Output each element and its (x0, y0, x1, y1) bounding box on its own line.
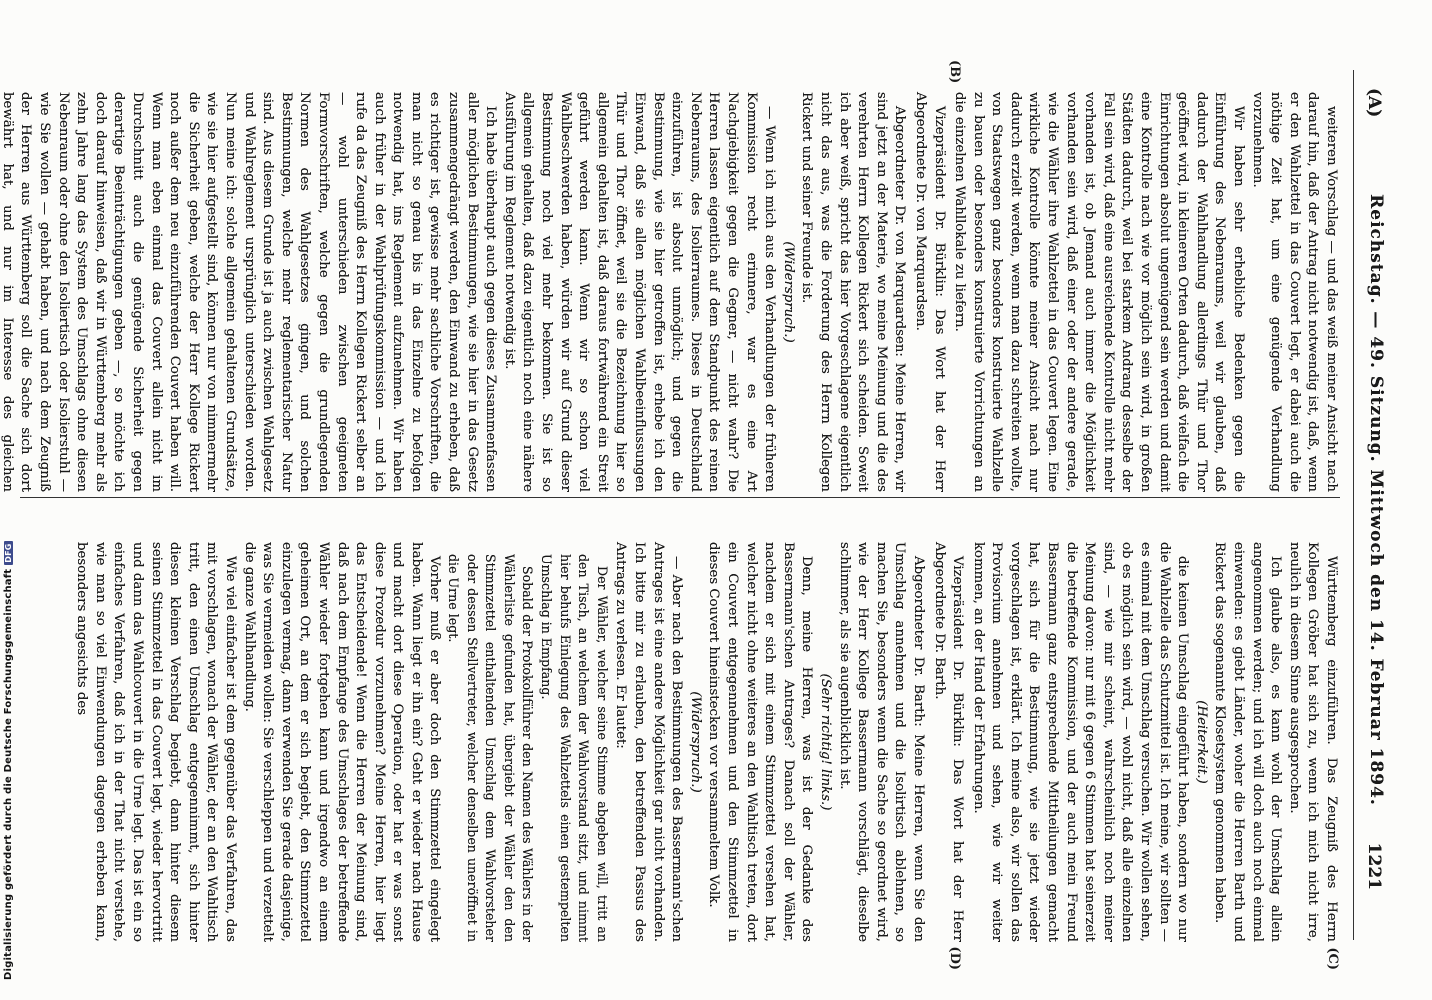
paragraph-center: (Widerspruch.) (780, 241, 796, 343)
paragraph-p: Wir haben sehr erhebliche Bedenken gegen die Einführung des Nebenraums, weil wir glauben, daß dadurch der Wahlhandlung allerdings Thür und Thor geöffnet wird, in kleineren Orten dadurch, daß vielfach die Einrichtungen absolut ungenügend sein werden und damit eine Kontrolle nach wie vor möglich sein wird, in großen Städten dadurch, weil bei starkem Andrang desselbe der Fall sein wird, daß eine ausreichende Kontrolle nicht mehr vorhanden ist, ob Jemand auch immer die Möglichkeit vorhanden sein wird, daß einer oder der andere gerade, wie die Wähler ihre Wahlzettel in das Couvert legen. Eine wirkliche Kontrolle könnte meiner Ansicht nach nur dadurch erzielt werden, wenn man dazu schreiten wollte, von Staatswegen ganz besonders konstruierte Wahlzelle zu bauen oder besonders konstruierte Vorrichtungen an die einzelnen Wahllokale zu liefern. (952, 92, 1247, 492)
margin-marker-b: (B) (947, 60, 962, 84)
page-number: 1221 (1364, 842, 1384, 890)
dfg-logo: DFG (4, 543, 13, 563)
paragraph-p: weiteren Vorschlag — und das weiß meiner Ansicht nach darauf hin, daß der Antrag nicht notwendig ist, daß, wenn er den Wahlzettel in das Couvert legt, er dabei auch die nöthige Zeit hat, um eine genügende Verhandlung vorzunehmen. (1249, 92, 1339, 492)
header-marker-left: (A) (1364, 88, 1384, 118)
paragraph-speaker: Vizepräsident Dr. Bürklin: Das Wort hat der Herr Abgeordnete Dr. von Marquardsen. (912, 92, 947, 492)
footer-text: Digitalisierung gefördert durch die Deutsche Forschungsgemeinschaft (3, 568, 14, 980)
paragraph-center: (Heiterkeit.) (1193, 700, 1209, 784)
paragraph-center: (Sehr richtig! links.) (817, 673, 833, 811)
paragraph-quote: Sobald der Protokollführer den Namen des Wählers in der Wählerliste gefunden hat, übergiebt der Wähler den den Stimmzettel enthaltenden Umschlag dem Wahlvorsteher oder dessen Stellvertreter, welcher denselben uneröffnet in die Urne legt. (446, 554, 536, 942)
paragraph-p: — Wenn ich mich aus den Verhandlungen der früheren Kommission recht erinnere, war es eine Art Nachgiebigkeit gegen die Gegner, — nicht wahr? Die Herren lassen eigentlich auf dem Standpunkt des reinen Nebenraums, des Isolierraumes. Dieses in Deutschland einzuführen, ist absolut unmöglich; und gegen die Bestimmung, wie sie hier getroffen ist, erhebe ich den Einwand, daß sie allen möglichen Wahlbeeinflussungen Thür und Thor öffnet, weil sie die Bezeichnung hier so allgemein gehalten ist, daß daraus fortwährend ein Streit geführt werden kann. Wenn wir so schon viel Wahlbeschwerden haben, würden wir auf Grund dieser Bestimmung noch viel mehr bekommen. Sie ist so allgemein gehalten, daß dazu eigentlich noch eine nähere Ausführung im Reglement notwendig ist. (501, 92, 778, 492)
paragraph-center: (Widerspruch.) (687, 691, 703, 793)
paragraph-p: — Aber nach den Bestimmungen des Bassermann'schen Antrages ist eine andere Möglichkeit gar nicht vorhanden. Ich bitte mir zu erlauben, den betreffenden Passus des Antrags zu verlesen. Er lautet: (613, 542, 685, 942)
paragraph-speaker: Abgeordneter Dr. Barth: Meine Herren, wenn Sie den Umschlag annehmen und die Isolirtisch ablehnen, so machen Sie, besonders wenn die Sache so geordnet wird, wie der Herr Kollege Bassermann vorschlägt, dieselbe schlimmer, als sie augenblicklich ist. (836, 542, 926, 942)
paragraph-speaker: Abgeordneter Dr. von Marquardsen: Meine Herren, wir sind jetzt an der Materie, wo meine Meinung und die des verehrten Herrn Kollegen Rickert sich scheiden. Soweit ich aber weiß, spricht das hier Vorgeschlagene eigentlich nicht das aus, was die Forderung des Herrn Kollegen Rickert und seiner Freunde ist. (799, 92, 908, 492)
header-rule (1353, 70, 1354, 940)
paragraph-p: Vorher muß er aber doch den Stimmzettel eingelegt haben. Wann liegt er ihn ein? Geht er wieder nach Hause und macht dort diese Operation, oder hat er was sonst diese Prozedur vorzunehmen? Meine Herren, hier liegt das Entscheidende! Wenn die Herren der Meinung sind, daß nach dem Empfange des Umschlages der betreffende Wähler wieder fortgehen kann und irgendwo an einem geheimen Ort, an dem er sich begiebt, den Stimmzettel einzulegen vermag, dann verwenden Sie gerade dasjenige, was Sie vermeiden wollen: Sie verschleppen und verzettelt die ganze Wahlhandlung. (241, 542, 443, 942)
margin-marker-d: (D) (947, 946, 962, 970)
paragraph-quote: Der Wähler, welcher seine Stimme abgeben will, tritt an den Tisch, an welchem der Wahlvorstand sitzt, und nimmt hier behufs Einlegung des Wahlzettels einen gestempelten Umschlag in Empfang. (539, 554, 610, 942)
paragraph-speaker: Vizepräsident Dr. Bürklin: Das Wort hat der Herr Abgeordnete Dr. Barth. (931, 542, 966, 942)
column-divider (20, 497, 1340, 498)
page-header (1356, 0, 1390, 1000)
paragraph-p: Denn, meine Herren, was ist der Gedanke des Bassermann'schen Antrages? Danach soll der Wähler, nachdem er sich mit einem Stimmzettel versehen hat, welcher nicht ohne weiteres an den Wahltisch treten, dort ein Couvert entgegennehmen und den Stimmzettel in dieses Couvert hineinstecken vor versammeltem Volk. (706, 542, 815, 942)
paragraph-p: die keinen Umschlag eingeführt haben, sondern wo nur die Wahlzelle das Schutzmittel ist. Ich meine, wir sollten — es einmal mit dem Umschlag versuchen. Wir wollen sehen, ob es möglich sein wird, — wohl nicht, daß alle einzelnen sind, — wie mir scheint, wahrscheinlich noch meiner Meinung davon: nur mit 6 gegen 6 Stimmen hat seinerzeit die betreffende Kommission, und der auch mein Freund Bassermann ganz entsprechende Mittheilungen gemacht hat, sich für die Bestimmung, wie sie jetzt wieder vorgeschlagen ist, erklärt. Ich meine also, wir sollen das Provisorium annehmen und sehen, wie wir weiter kommen, an der Hand der Erfahrungen. (970, 542, 1191, 942)
margin-marker-c: (C) (1325, 947, 1340, 970)
footer-credit (3, 541, 14, 980)
right-column (72, 542, 1340, 942)
paragraph-p: Ich glaube also, es kann wohl der Umschlag allein angenommen werden; und ich will doch auch noch einmal einwenden: es giebt Länder, woher die Herren Barth und Rickert das sogenannte Klosetsystem genommen haben. (1212, 542, 1284, 942)
left-column (0, 92, 1340, 492)
paragraph-p: Württemberg einzuführen. Das Zeugniß des Herrn Kollegen Gröber hat sich zu, wenn ich mich nicht irre, neulich in diesem Sinne ausgesprochen. (1286, 542, 1339, 942)
header-title: Reichstag. — 49. Sitzung. Mittwoch den 14. Februar 1894. (1366, 194, 1386, 806)
paragraph-p: Ich habe überhaupt auch gegen dieses Zusammenfassen aller möglichen Bestimmungen, wie sie hier in das Gesetz zusammengedrängt werden, den Einwand zu erheben, daß es richtiger ist, gewisse mehr sachliche Vorschriften, die man nicht so genau bis in das Einzelne zu befolgen notwendig hat, ins Reglement aufzunehmen. Wir haben auch früher in der Wahlprüfungskommission — und ich rufe da das Zeugniß des Herrn Kollegen Rickert selber an — wohl unterschieden zwischen geeigneten Formvorschriften, welche gegen die grundlegenden Normen des Wahlgesetzes gingen, und solchen Bestimmungen, welche mehr reglementarischer Natur sind. Aus diesem Grunde ist ja auch zwischen Wahlgesetz und Wahlreglement ursprünglich unterschieden worden. Nun meine ich: solche allgemein gehaltenen Grundsätze, wie sie hier aufgestellt sind, können nur von nimmermehr die Sicherheit geben, welche der Herr Kollege Rickert noch außer dem neu einzuführenden Couvert haben will. Wenn man eben einmal das Couvert allein nicht im Durchschnitt auch die genügende Sicherheit gegen derartige Beeinträchtigungen geben —, so möchte ich doch darauf hinweisen, daß wir in Württemberg mehr als zehn Jahre lang das System des Umschlags ohne diesen Nebenraum oder ohne den Isoliertisch oder Isolierstuhl — wie Sie wollen — gehabt haben, und nach dem Zeugniß der Herren aus Württemberg soll die Sache sich dort bewährt hat, und nur im Interesse des gleichen (0, 92, 499, 492)
paragraph-p: Wie viel einfacher ist dem gegenüber das Verfahren, das mit vorschlagen, wonach der Wähler, der an den Wahltisch tritt, den einen Umschlag entgegennimmt, sich hinter diesen kleinen Verschlag begiebt, dann hinter diesem seinen Stimmzettel in das Couvert legt, wieder hervortritt und dann das Wahlcouvert in die Urne legt. Das ist ein so einfaches Verfahren, daß ich in der That nicht verstehe, wie man so viel Einwendungen dagegen erheben kann, besonders angesichts des (74, 542, 238, 942)
